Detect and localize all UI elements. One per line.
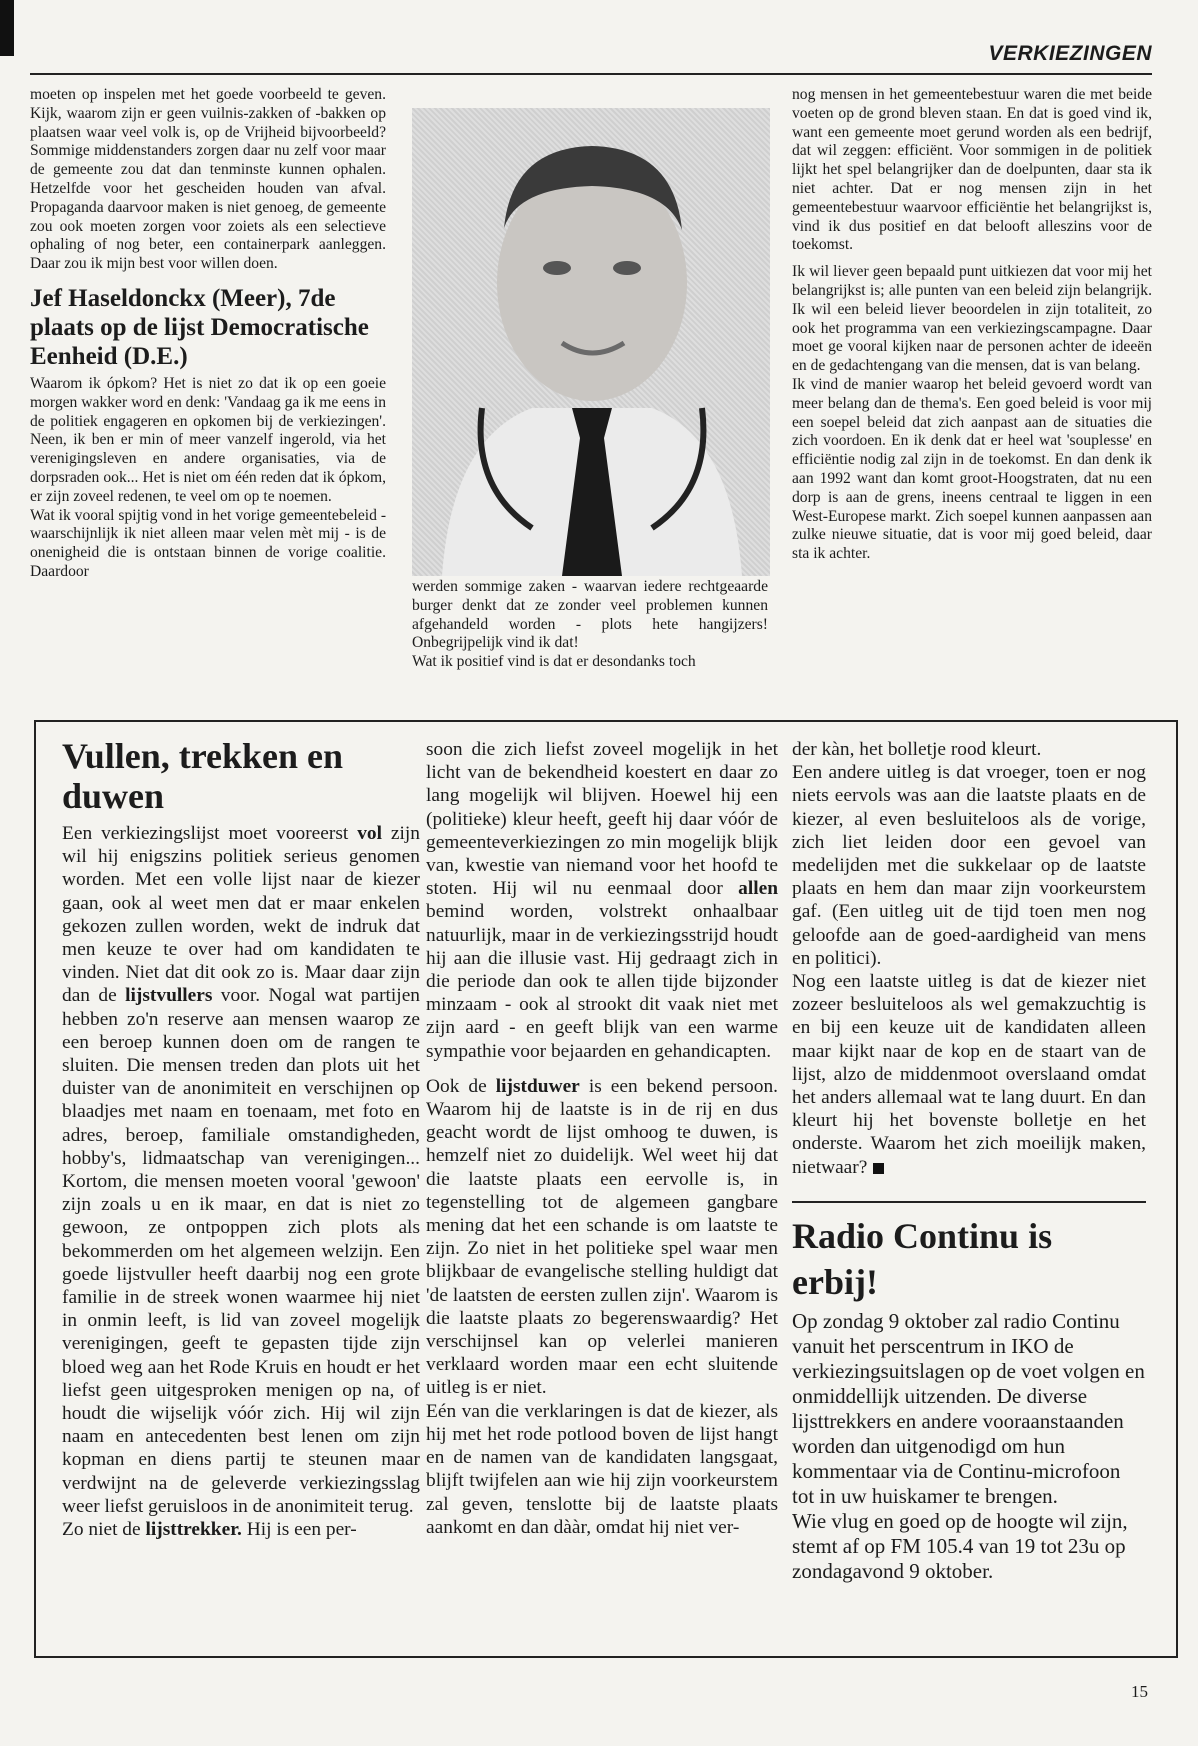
page-number: 15 xyxy=(1131,1682,1148,1701)
article-paragraph: moeten op inspelen met het goede voorbeeld te geven. Kijk, waarom zijn er geen vuilnis-zakken of -bakken op plaatsen waar veel volk is, op de Vrijheid bijvoorbeeld? Sommige middenstanders zorgen daar nu zelf voor maar de gemeente zou dat dan tenminste kunnen ophalen. Hetzelfde voor het gescheiden houden van afval. Propaganda daarvoor maken is niet genoeg, de gemeente zou ook moeten zorgen voor zoiets als een selectieve ophaling of nog beter, een containerpark aanleggen. Daar zou ik mijn best voor willen doen. xyxy=(30,86,386,273)
box-paragraph: Eén van die verklaringen is dat de kiezer, als hij met het rode potlood boven de lijst hangt en de namen van de kandidaten langsgaat, blijft twijfelen aan wie hij zijn voorkeurstem zal geven, tenslotte bij de laatste plaats aankomt en dan dààr, omdat hij niet ver- xyxy=(426,1400,778,1538)
page-edge-bar xyxy=(0,0,14,56)
radio-paragraph: Wie vlug en goed op de hoogte wil zijn, stemt af op FM 105.4 van 19 tot 23u op zondagavond 9 oktober. xyxy=(792,1508,1128,1583)
article-paragraph: Ik wil liever geen bepaald punt uitkiezen dat voor mij het belangrijkst is; alle punten van een beleid zijn belangrijk. Ik wil een beleid liever beoordelen in zijn totaliteit, zo ook het programma van een verkiezingscampagne. Daar moet ge vooral kijken naar de personen achter de ideeën en de gedachtengang van die mensen, dat is van belang. xyxy=(792,263,1152,375)
box-column-2 xyxy=(426,738,778,1539)
radio-title: Radio Continu is erbij! xyxy=(792,1215,1053,1302)
box-paragraph: Een verkiezingslijst moet vooreerst vol zijn wil hij enigszins politiek serieus genomen worden. Met een volle lijst naar de kiezer gaan, ook al weet men dat er maar enkelen gekozen zullen worden, wekt de indruk dat men keuze te over had om kandidaten te vinden. Niet dat dit ook zo is. Maar daar zijn dan de lijstvullers voor. Nogal wat partijen hebben zo'n reserve aan mensen waarop ze een beroep kunnen doen om de rangen te sluiten. Die mensen treden dan plots uit het duister van de anonimiteit en verschijnen op blaadjes met naam en toenaam, met foto en adres, beroep, familiale omstandigheden, hobby's, lidmaatschap van verenigingen... Kortom, die mensen moeten vooral 'gewoon' zijn zoals u en ik maar, en dat is niet zo gewoon, ze ontpoppen zich plots als bekommerden om het algemeen welzijn. Een goede lijstvuller heeft daarbij nog een grote familie in de streek wonen waarmee hij niet in onmin leeft, is lid van zoveel mogelijk verenigingen, geeft te gepasten tijde zijn bloed weg aan het Rode Kruis en houdt er het liefst geen uitgesproken menigen op na, of houdt die wijselijk vóór zich. Hij wil zijn naam en antecedenten best lenen om zijn kopman en diens partij te steunen maar verdwijnt na de geleverde verkiezingsslag weer liefst geruisloos in de anonimiteit terug. xyxy=(62,823,420,1517)
article-paragraph: Wat ik positief vind is dat er desondanks toch xyxy=(412,653,696,671)
article-column-2 xyxy=(412,578,768,672)
box-paragraph: der kàn, het bolletje rood kleurt. xyxy=(792,739,1042,760)
article-paragraph: werden sommige zaken - waarvan iedere rechtgeaarde burger denkt dat ze zonder veel problemen kunnen afgehandeld worden - plots hete hangijzers! Onbegrijpelijk vind ik dat! xyxy=(412,578,768,652)
feature-box xyxy=(34,720,1178,1658)
box-title: Vullen, trekken en duwen xyxy=(62,736,344,816)
radio-rule xyxy=(792,1201,1146,1203)
header-rule xyxy=(30,73,1152,75)
portrait-photo-icon xyxy=(412,108,770,576)
article-column-1 xyxy=(30,86,386,582)
article-column-3 xyxy=(792,86,1152,564)
article-paragraph: Wat ik vooral spijtig vond in het vorige gemeentebeleid - waarschijnlijk ik niet alleen maar velen mèt mij - is de onenigheid die is ontstaan binnen de vorige coalitie. Daardoor xyxy=(30,506,387,580)
article-paragraph: Waarom ik ópkom? Het is niet zo dat ik op een goeie morgen wakker word en denk: 'Vandaag ga ik me eens in de politiek engageren en opkomen bij de verkiezingen'. Neen, ik ben er min of meer vanzelf ingerold, via het verenigingsleven en andere organisaties, via de dorpsraden ook... Het is niet om één reden dat ik ópkom, er zijn zoveel redenen, te veel om op te noemen. xyxy=(30,374,386,505)
candidate-photo xyxy=(412,108,770,576)
box-paragraph: Zo niet de lijsttrekker. Hij is een per- xyxy=(62,1519,357,1541)
section-header: VERKIEZINGEN xyxy=(988,42,1152,65)
box-column-1 xyxy=(62,736,420,1541)
box-paragraph: soon die zich liefst zoveel mogelijk in het licht van de bekendheid koestert en daar zo lang mogelijk wil blijven. Hoewel hij een (politieke) kleur heeft, geeft hij daar vóór de gemeenteverkiezingen zo min mogelijk blijk van, kwestie van niemand voor het hoofd te stoten. Hij wil nu eenmaal door allen bemind worden, volstrekt onhaalbaar natuurlijk, maar in de verkiezingsstrijd houdt hij aan die illusie vast. Hij gedraagt zich in die periode dan ook te allen tijde bijzonder minzaam - ook al strookt dit vaak niet met zijn aard - en geeft blijk van een warme sympathie voor bejaarden en gehandicapten. xyxy=(426,739,778,1062)
radio-paragraph: Op zondag 9 oktober zal radio Continu vanuit het perscentrum in IKO de verkiezingsuitslagen op de voet volgen en onmiddellijk uitzenden. De diverse lijsttrekkers en andere vooraanstaanden worden dan uitgenodigd om hun kommentaar via de Continu-microfoon tot in uw huiskamer te brengen. xyxy=(792,1308,1145,1508)
candidate-heading: Jef Haseldonckx (Meer), 7de plaats op de lijst Democratische Eenheid (D.E.) xyxy=(30,284,369,370)
article-paragraph: nog mensen in het gemeentebestuur waren die met beide voeten op de grond bleven staan. En dat is goed vind ik, want een gemeente moet gerund worden als een bedrijf, dat wil zeggen: efficiënt. Voor sommigen in de politiek lijkt het spel belangrijker dan de doelpunten, daar sta ik niet achter. Dat er nog mensen zijn in het gemeentebestuur waarvoor efficiëntie het belangrijkst is, vind ik dus positief en dat belooft alleszins voor de toekomst. xyxy=(792,86,1152,254)
box-paragraph: Een andere uitleg is dat vroeger, toen er nog niets eervols was aan die laatste plaats en de kiezer, al even besluiteloos als de vorige, zich liet leiden door een gevoel van medelijden met die sukkelaar op de laatste plaats en hem dan maar zijn voorkeurstem gaf. (Een uitleg uit de tijd toen men nog geloofde aan de goed-aardigheid van mens en politici). xyxy=(792,762,1146,969)
box-column-3 xyxy=(792,738,1146,1584)
end-mark-icon xyxy=(873,1163,884,1174)
box-paragraph: Ook de lijstduwer is een bekend persoon. Waarom hij de laatste is in de rij en dus geacht wordt de lijst omhoog te duwen, is hemzelf niet zo duidelijk. Wel weet hij dat die laatste plaats een eervolle is, in tegenstelling tot de algemeen gangbare mening dat het een schande is om laatste te zijn. Zo niet in het politieke spel waar men blijkbaar de evangelische stelling huldigt dat 'de laatsten de eersten zullen zijn'. Waarom is die laatste plaats zo begerenswaardig? Het verschijnsel kan op velerlei manieren verklaard worden maar een echt sluitende uitleg is er niet. xyxy=(426,1075,778,1399)
article-paragraph: Ik vind de manier waarop het beleid gevoerd wordt van meer belang dan de thema's. Een goed beleid is voor mij een soepel beleid dat zich aanpast aan de situaties die zich voordoen. En ik denk dat er heel wat 'souplesse' en efficiëntie nodig zal zijn in de toekomst. En dan denk ik aan 1992 want dan komt groot-Hoogstraten, dat nu een dorp is aan de grens, ineens centraal te liggen in een West-Europese markt. Zich soepel kunnen aanpassen aan zulke nieuwe situatie, dat is voor mij goed beleid, daar sta ik achter. xyxy=(792,375,1152,563)
box-paragraph: Nog een laatste uitleg is dat de kiezer niet zozeer besluiteloos als wel gemakzuchtig is en bij een keuze uit de kandidaten alleen maar kijkt naar de kop en de staart van de lijst, alzo de middenmoot overslaand omdat het anders allemaal wat te lang duurt. En dan kleurt hij het bovenste bolletje en het onderste. Waarom het zich moeilijk maken, nietwaar? xyxy=(792,971,1146,1178)
